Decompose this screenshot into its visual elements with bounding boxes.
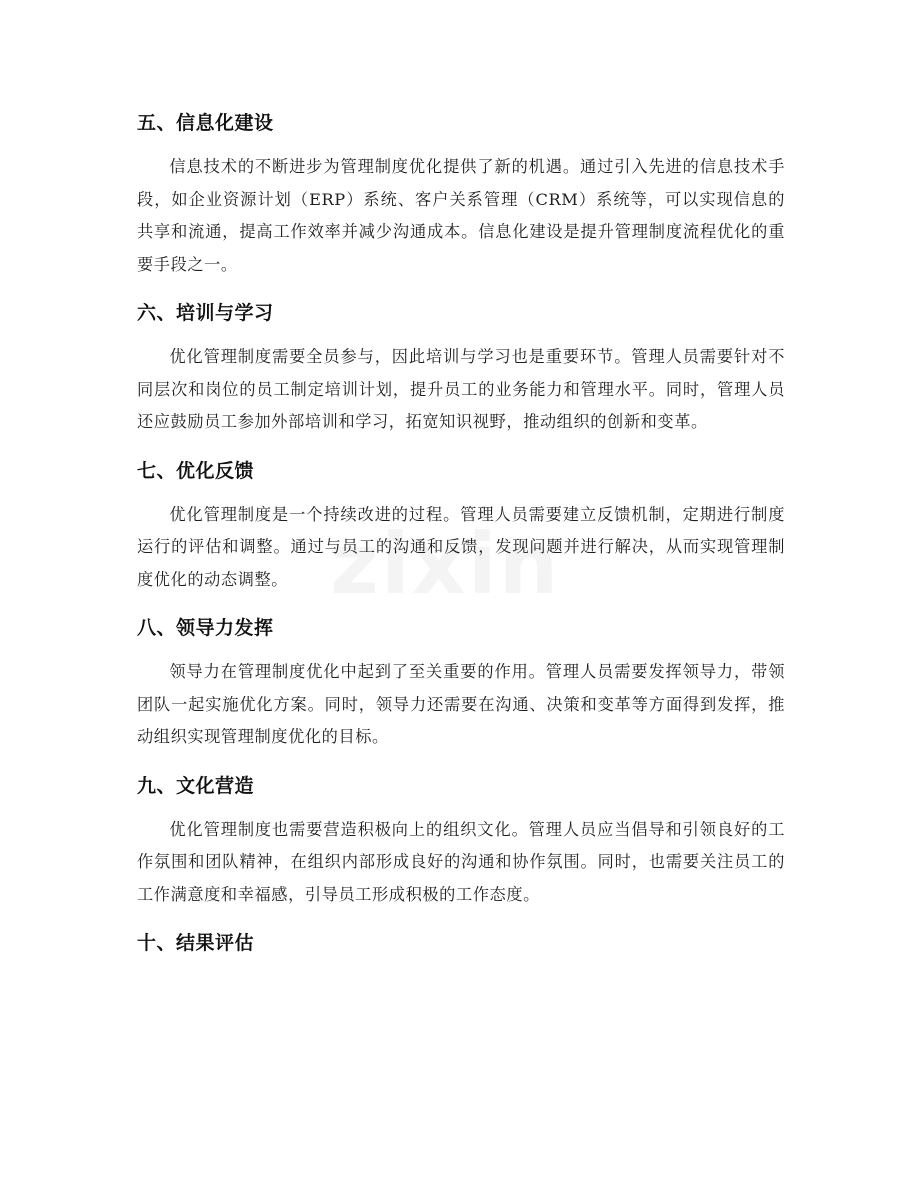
section-heading: 五、信息化建设 xyxy=(137,112,274,134)
section-heading: 六、培训与学习 xyxy=(137,302,274,324)
section-paragraph: 信息技术的不断进步为管理制度优化提供了新的机遇。通过引入先进的信息技术手段，如企业资源计划（ERP）系统、客户关系管理（CRM）系统等，可以实现信息的共享和流通，提高工作效率并减少沟通成本。信息化建设是提升管理制度流程优化的重要手段之一。 xyxy=(137,157,785,274)
document-content xyxy=(137,103,785,971)
section-7 xyxy=(137,451,785,597)
section-paragraph: 优化管理制度需要全员参与，因此培训与学习也是重要环节。管理人员需要针对不同层次和岗位的员工制定培训计划，提升员工的业务能力和管理水平。同时，管理人员还应鼓励员工参加外部培训和学习，拓宽知识视野，推动组织的创新和变革。 xyxy=(137,347,785,431)
section-9 xyxy=(137,766,785,912)
section-paragraph: 优化管理制度是一个持续改进的过程。管理人员需要建立反馈机制，定期进行制度运行的评估和调整。通过与员工的沟通和反馈，发现问题并进行解决，从而实现管理制度优化的动态调整。 xyxy=(137,504,785,589)
section-8 xyxy=(137,608,785,754)
section-heading: 十、结果评估 xyxy=(137,932,255,954)
section-10 xyxy=(137,923,785,963)
section-heading: 九、文化营造 xyxy=(137,774,255,797)
section-paragraph: 领导力在管理制度优化中起到了至关重要的作用。管理人员需要发挥领导力，带领团队一起实施优化方案。同时，领导力还需要在沟通、决策和变革等方面得到发挥，推动组织实现管理制度优化的目标。 xyxy=(137,662,785,746)
section-paragraph: 优化管理制度也需要营造积极向上的组织文化。管理人员应当倡导和引领良好的工作氛围和团队精神，在组织内部形成良好的沟通和协作氛围。同时，也需要关注员工的工作满意度和幸福感，引导员工形成积极的工作态度。 xyxy=(137,819,785,904)
section-heading: 七、优化反馈 xyxy=(137,459,255,482)
section-heading: 八、领导力发挥 xyxy=(137,617,274,639)
section-5 xyxy=(137,103,785,281)
section-6 xyxy=(137,293,785,439)
